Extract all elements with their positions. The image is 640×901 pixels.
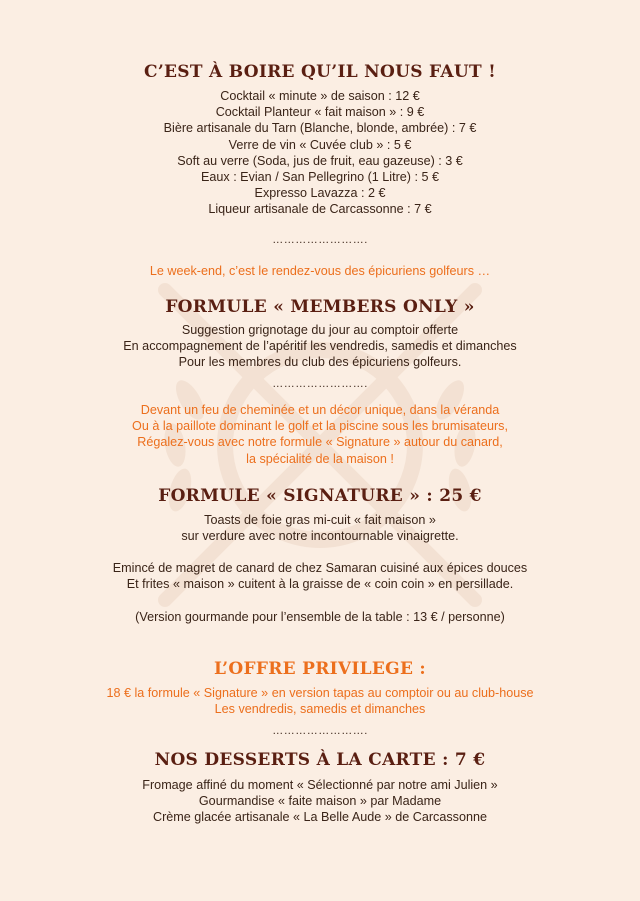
drink-item: Cocktail « minute » de saison : 12 € bbox=[220, 89, 420, 103]
desserts-title: NOS DESSERTS À LA CARTE : 7 € bbox=[154, 750, 486, 770]
offre-line: 18 € la formule « Signature » en version tapas au comptoir ou au club-house bbox=[106, 686, 534, 700]
dessert-item: Fromage affiné du moment « Sélectionné par notre ami Julien » bbox=[142, 778, 498, 792]
veranda-line: Devant un feu de cheminée et un décor unique, dans la véranda bbox=[140, 403, 500, 417]
signature-lines-b bbox=[0, 560, 640, 592]
drink-item: Eaux : Evian / San Pellegrino (1 Litre) : 5 € bbox=[200, 170, 439, 185]
drink-item: Soft au verre (Soda, jus de fruit, eau gazeuse) : 3 € bbox=[177, 153, 463, 168]
separator: ……………………. bbox=[272, 234, 368, 246]
dessert-item: Gourmandise « faite maison » par Madame bbox=[198, 794, 442, 809]
drink-item: Verre de vin « Cuvée club » : 5 € bbox=[228, 137, 412, 152]
signature-lines-a bbox=[0, 512, 640, 544]
desserts-list bbox=[0, 777, 640, 826]
veranda-lines bbox=[0, 402, 640, 467]
signature-title: FORMULE « SIGNATURE » : 25 € bbox=[158, 486, 482, 506]
members-line: Suggestion grignotage du jour au comptoir offerte bbox=[181, 323, 459, 337]
weekend-note: Le week-end, c’est le rendez-vous des épicuriens golfeurs … bbox=[149, 264, 491, 278]
members-line: Pour les membres du club des épicuriens golfeurs. bbox=[178, 355, 462, 370]
signature-line: Toasts de foie gras mi-cuit « fait maison » bbox=[204, 513, 436, 527]
drink-item: Bière artisanale du Tarn (Blanche, blonde, ambrée) : 7 € bbox=[163, 121, 477, 136]
members-lines bbox=[0, 322, 640, 371]
drink-item: Liqueur artisanale de Carcassonne : 7 € bbox=[208, 202, 432, 217]
veranda-line: Ou à la paillote dominant le golf et la piscine sous les brumisateurs, bbox=[132, 419, 508, 434]
signature-note: (Version gourmande pour l’ensemble de la table : 13 € / personne) bbox=[135, 610, 505, 624]
signature-line: Et frites « maison » cuitent à la graisse de « coin coin » en persillade. bbox=[126, 577, 514, 592]
signature-line: Emincé de magret de canard de chez Samaran cuisiné aux épices douces bbox=[112, 561, 528, 575]
separator: ……………………. bbox=[272, 378, 368, 390]
veranda-line: Régalez-vous avec notre formule « Signature » autour du canard, bbox=[137, 435, 503, 450]
offre-lines bbox=[0, 685, 640, 717]
members-line: En accompagnement de l’apéritif les vendredis, samedis et dimanches bbox=[123, 339, 517, 354]
signature-line: sur verdure avec notre incontournable vinaigrette. bbox=[181, 529, 459, 544]
offre-line: Les vendredis, samedis et dimanches bbox=[214, 702, 426, 717]
dessert-item: Crème glacée artisanale « La Belle Aude » de Carcassonne bbox=[153, 810, 487, 825]
drink-item: Cocktail Planteur « fait maison » : 9 € bbox=[215, 105, 425, 120]
drinks-list bbox=[0, 88, 640, 218]
veranda-line: la spécialité de la maison ! bbox=[246, 451, 394, 466]
drink-item: Expresso Lavazza : 2 € bbox=[254, 186, 386, 201]
members-title: FORMULE « MEMBERS ONLY » bbox=[165, 297, 475, 317]
drinks-title: C’EST À BOIRE QU’IL NOUS FAUT ! bbox=[144, 62, 496, 82]
separator: ……………………. bbox=[272, 725, 368, 737]
offre-title: L’OFFRE PRIVILEGE : bbox=[213, 659, 427, 679]
